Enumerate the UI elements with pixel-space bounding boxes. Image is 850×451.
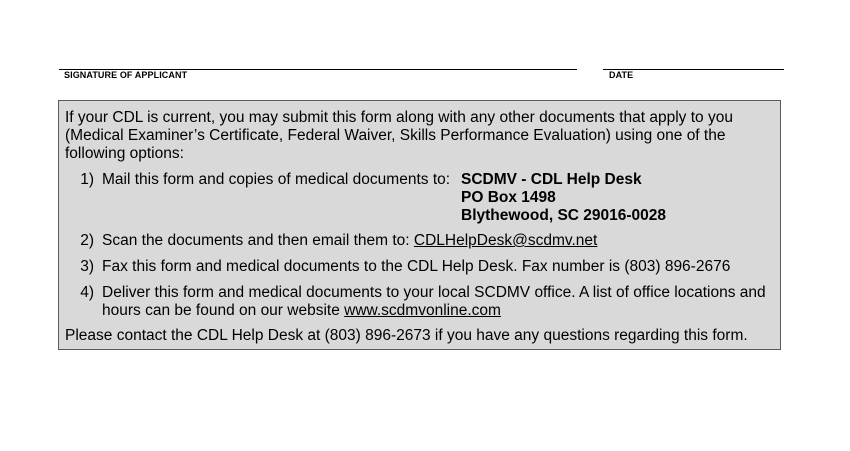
applicant-signature-label: SIGNATURE OF APPLICANT — [64, 70, 188, 80]
option-4-text-line-1: Deliver this form and medical documents to your local SCDMV office. A list of office locations and — [102, 284, 766, 301]
mailing-address-line-3: Blythewood, SC 29016-0028 — [461, 207, 667, 224]
intro-line-3: following options: — [65, 145, 184, 162]
option-2-text: Scan the documents and then email them to: — [102, 232, 410, 249]
intro-line-1: If your CDL is current, you may submit this form along with any other documents that apply to you — [65, 109, 733, 126]
option-2-number: 2) — [80, 232, 94, 249]
option-3-number: 3) — [80, 258, 94, 275]
mailing-address-line-1: SCDMV - CDL Help Desk — [461, 171, 642, 188]
intro-line-2: (Medical Examiner’s Certificate, Federal Waiver, Skills Performance Evaluation) using one of the — [65, 127, 726, 144]
option-3-text: Fax this form and medical documents to the CDL Help Desk. Fax number is (803) 896-2676 — [102, 258, 731, 275]
option-1-text: Mail this form and copies of medical documents to: — [102, 171, 451, 188]
instructions-box — [58, 100, 781, 350]
option-4-text-line-2: hours can be found on our website — [102, 302, 340, 319]
closing-text: Please contact the CDL Help Desk at (803) 896-2673 if you have any questions regarding this form. — [65, 327, 748, 344]
website-link[interactable]: www.scdmvonline.com — [344, 302, 501, 319]
email-link[interactable]: CDLHelpDesk@scdmv.net — [413, 232, 598, 249]
option-4-number: 4) — [80, 284, 94, 301]
option-4-line-2 — [102, 302, 501, 320]
date-label: DATE — [609, 70, 634, 80]
option-1-number: 1) — [80, 171, 94, 188]
mailing-address-line-2: PO Box 1498 — [461, 189, 556, 206]
option-2-line — [102, 232, 597, 250]
